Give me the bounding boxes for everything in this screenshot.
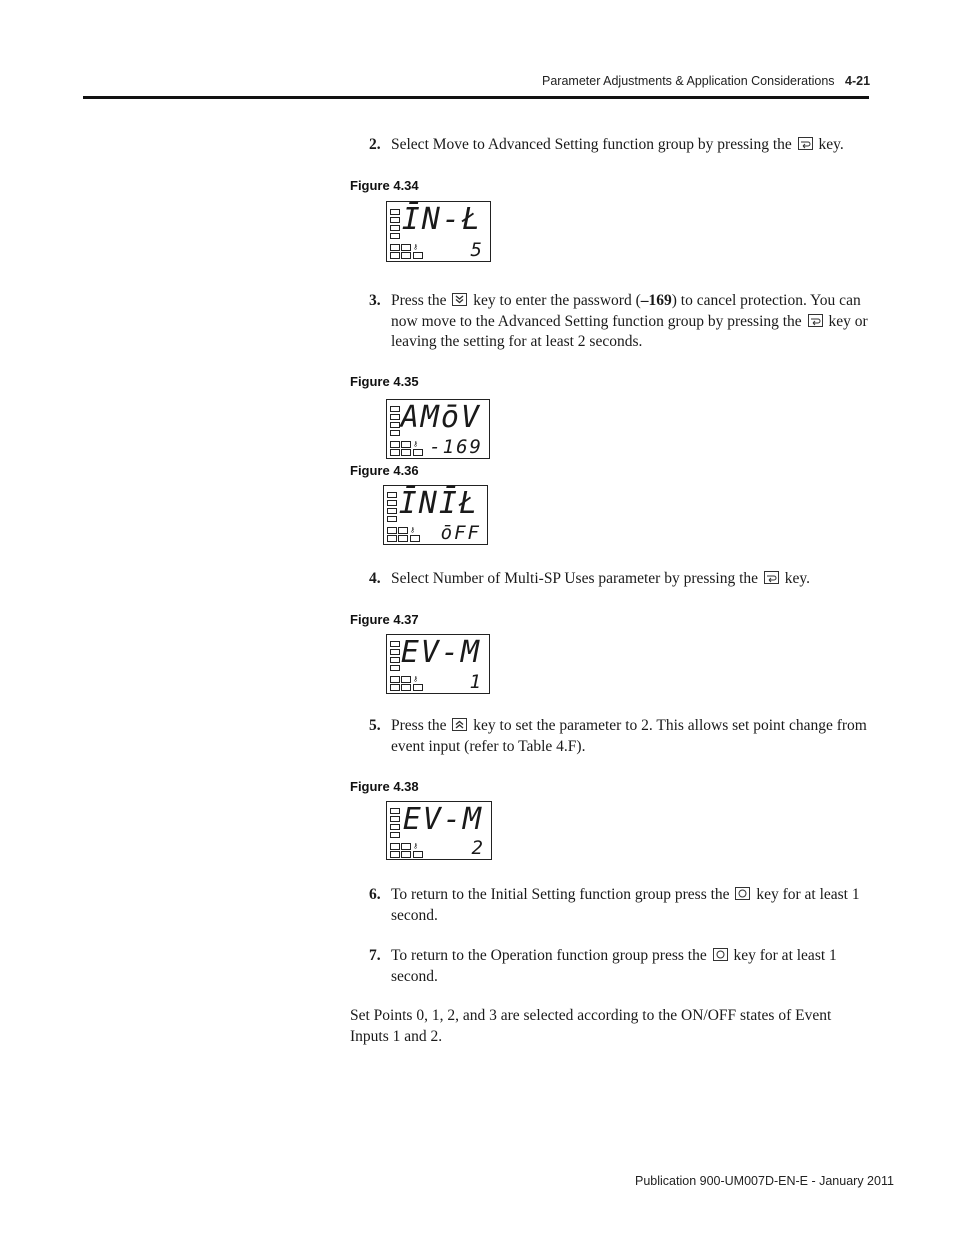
step-text: To return to the Operation function group press the <box>391 947 707 964</box>
step-2 <box>369 135 869 156</box>
step-text: Press the <box>391 717 447 734</box>
step-number: 4. <box>369 570 381 587</box>
step-text: To return to the Initial Setting function group press the <box>391 886 730 903</box>
page-number: 4-21 <box>845 74 871 88</box>
step-text-end: key. <box>784 570 811 587</box>
step-number: 7. <box>369 947 381 964</box>
figure-label: Figure 4.38 <box>350 779 419 794</box>
step-number: 5. <box>369 717 381 734</box>
step-5 <box>369 716 869 757</box>
header-rule <box>83 96 869 99</box>
step-number: 3. <box>369 292 381 309</box>
figure-label: Figure 4.37 <box>350 612 419 627</box>
lcd-pv: EV-M <box>400 635 481 670</box>
step-text-mid2: ) to cancel protection. You can now move to the Advanced Setting function group by pressing the <box>391 292 861 330</box>
lcd-display-4-38: ⚷ EV-M 2 <box>386 801 492 860</box>
step-text-end: key. <box>818 136 844 153</box>
step-7 <box>369 946 869 987</box>
lcd-display-4-36: ⚷ ĪNĪŁ ōFF <box>383 485 488 545</box>
lcd-sv: -169 <box>429 436 483 458</box>
lcd-sv: 2 <box>471 837 485 859</box>
step-text-end: key for at least 1 second. <box>391 886 860 924</box>
lcd-pv: ĪN-Ł <box>401 202 482 237</box>
down-key-icon <box>452 293 467 306</box>
step-number: 6. <box>369 886 381 903</box>
figure-label: Figure 4.36 <box>350 463 419 478</box>
step-text-end: key for at least 1 second. <box>391 947 837 985</box>
step-4 <box>369 569 869 590</box>
step-text-end: key or leaving the setting for at least 2 seconds. <box>391 312 868 350</box>
mode-key-icon <box>764 571 779 584</box>
step-text-mid: key to enter the password ( <box>473 292 641 309</box>
step-6 <box>369 885 869 926</box>
level-key-icon <box>735 887 750 900</box>
up-key-icon <box>452 718 467 731</box>
lcd-pv: AMōV <box>400 400 481 435</box>
step-number: 2. <box>369 136 381 153</box>
mode-key-icon <box>808 314 823 327</box>
step-text: Select Number of Multi-SP Uses parameter by pressing the <box>391 570 759 587</box>
password-value: –169 <box>640 292 672 309</box>
lcd-pv: ĪNĪŁ <box>398 486 479 521</box>
running-header-title: Parameter Adjustments & Application Considerations <box>542 74 835 88</box>
lcd-sv: 5 <box>470 239 484 261</box>
body-paragraph: Set Points 0, 1, 2, and 3 are selected according to the ON/OFF states of Event Inputs 1 and 2. <box>350 1007 832 1045</box>
lcd-display-4-37: ⚷ EV-M 1 <box>386 634 490 694</box>
step-text: Press the <box>391 292 447 309</box>
publication-footer: Publication 900-UM007D-EN-E - January 2011 <box>635 1174 894 1188</box>
step-text: Select Move to Advanced Setting function group by pressing the <box>391 136 792 153</box>
figure-label: Figure 4.34 <box>350 178 419 193</box>
mode-key-icon <box>798 137 813 150</box>
lcd-display-4-35: ⚷ AMōV -169 <box>386 399 490 459</box>
step-3 <box>369 291 869 353</box>
figure-label: Figure 4.35 <box>350 374 419 389</box>
level-key-icon <box>713 948 728 961</box>
lcd-pv: EV-M <box>402 802 483 837</box>
lcd-sv: ōFF <box>440 522 481 544</box>
lcd-sv: 1 <box>469 671 483 693</box>
step-text-end: key to set the parameter to 2. This allows set point change from event input (refer to Table 4.F). <box>391 717 867 755</box>
lcd-display-4-34: ⚷ ĪN-Ł 5 <box>386 201 491 262</box>
